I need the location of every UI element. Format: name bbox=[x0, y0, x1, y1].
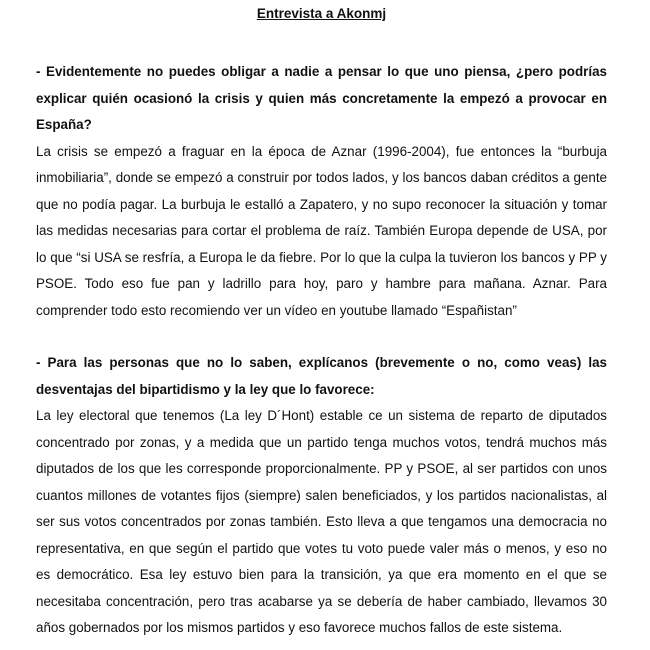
answer-2: La ley electoral que tenemos (La ley D´Hont) estable ce un sistema de reparto de diputados concentrado por zonas, y a medida que un partido tenga muchos votos, tendrá muchos más diputados de los que les corresponde proporcionalmente. PP y PSOE, al ser partidos con unos cuantos millones de votantes fijos (siempre) salen beneficiados, y los partidos nacionalistas, al ser sus votos concentrados por zonas también. Esto lleva a que tengamos una democracia no representativa, en que según el partido que votes tu voto puede valer más o menos, y eso no es democrático. Esa ley estuvo bien para la transición, ya que era momento en el que se necesitaba concentración, pero tras acabarse ya se debería de haber cambiado, llevamos 30 años gobernados por los mismos partidos y eso favorece muchos fallos de este sistema. bbox=[36, 408, 607, 635]
document-title: Entrevista a Akonmj bbox=[256, 6, 387, 21]
answer-1: La crisis se empezó a fraguar en la época de Aznar (1996-2004), fue entonces la “burbuja inmobiliaria”, donde se empezó a construir por todos lados, y los bancos daban créditos a gente que no podía pagar. La burbuja le estalló a Zapatero, y no supo reconocer la situación y tomar las medidas necesarias para cortar el problema de raíz. También Europa depende de USA, por lo que “si USA se resfría, a Europa le da fiebre. Por lo que la culpa la tuvieron los bancos y PP y PSOE. Todo eso fue pan y ladrillo para hoy, paro y hambre para mañana. Aznar. Para comprender todo esto recomiendo ver un vídeo en youtube llamado “Españistan” bbox=[36, 143, 607, 318]
question-2: - Para las personas que no lo saben, explícanos (brevemente o no, como veas) las desventajas del bipartidismo y la ley que lo favorece: bbox=[36, 355, 607, 397]
document-page bbox=[36, 6, 607, 642]
question-1: - Evidentemente no puedes obligar a nadie a pensar lo que uno piensa, ¿pero podrías explicar quién ocasionó la crisis y quien más concretamente la empezó a provocar en España? bbox=[36, 64, 607, 132]
paragraph-spacer bbox=[36, 324, 607, 350]
